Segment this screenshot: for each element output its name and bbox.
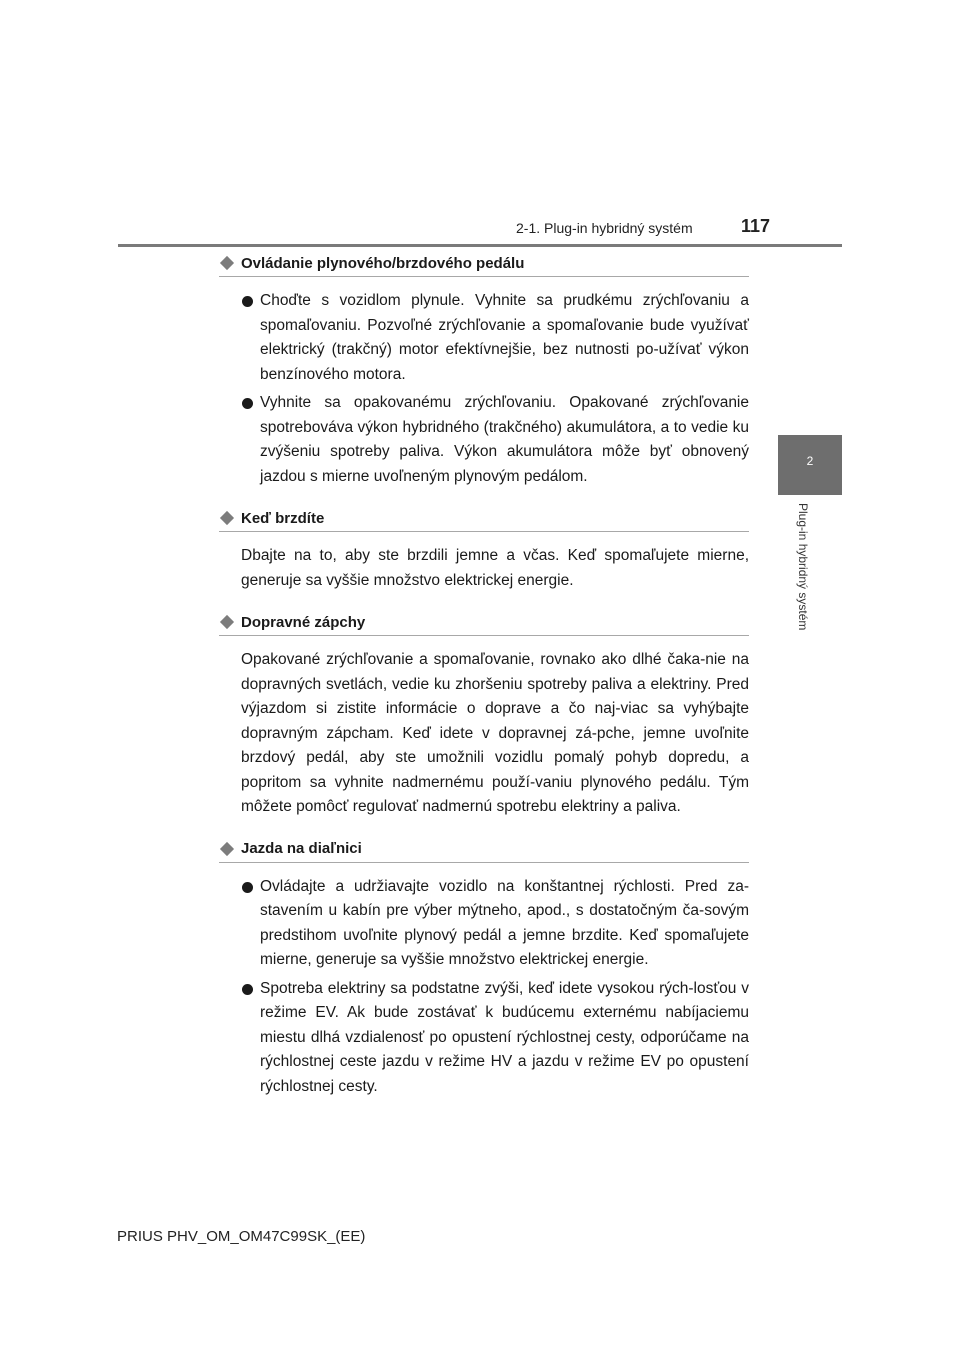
- section-traffic-jams: [219, 613, 749, 820]
- bullet-list: [219, 875, 749, 1100]
- bullet-icon: [242, 984, 253, 995]
- chapter-header: 2-1. Plug-in hybridný systém: [516, 220, 693, 236]
- main-content: [219, 254, 749, 1119]
- section-highway-driving: [219, 840, 749, 1100]
- section-title: Keď brzdíte: [241, 509, 325, 527]
- section-paragraph: Opakované zrýchľovanie a spomaľovanie, rovnako ako dlhé čaka-nie na dopravných svetlách, vedie ku zhoršeniu spotreby paliva a elektriny. Pred výjazdom si zistite informácie o doprave a čo naj-viac sa vyhýbajte dopravným zápcham. Keď idete v dopravnej zá-pche, jemne uvoľnite brzdový pedál, aby ste umožnili vozidlu pomalý pohyb dopredu, a popritom sa vyhnite nadmernému použí-vaniu plynového pedálu. Tým môžete pomôcť regulovať nadmernú spotrebu elektriny a paliva.: [241, 651, 749, 815]
- section-pedal-control: [219, 254, 749, 489]
- section-heading: [219, 254, 749, 277]
- bullet-text: Vyhnite sa opakovanému zrýchľovaniu. Opakované zrýchľovanie spotrebováva výkon hybridného (trakčného) akumulátora, a to vedie ku zvýšeniu spotreby paliva. Výkon akumulátora môže byť obnovený jazdou s mierne uvoľneným plynovým pedálom.: [260, 394, 749, 485]
- bullet-item: [219, 289, 749, 387]
- header-rule: [118, 244, 842, 247]
- bullet-item: [219, 977, 749, 1100]
- section-heading: [219, 840, 749, 863]
- diamond-icon: [220, 511, 234, 525]
- section-heading: [219, 613, 749, 636]
- chapter-tab-label: Plug-in hybridný systém: [796, 503, 810, 631]
- bullet-text: Ovládajte a udržiavajte vozidlo na konštantnej rýchlosti. Pred za-stavením u kabín pre výber mýtneho, apod., s dostatočným ča-sovým predstihom uvoľnite plynový pedál a jemne brzdite. Keď spomaľujete mierne, generuje sa vyššie množstvo elektrickej energie.: [260, 877, 749, 968]
- bullet-list: [219, 289, 749, 489]
- chapter-tab: [778, 435, 842, 495]
- section-braking: [219, 509, 749, 593]
- bullet-item: [219, 391, 749, 489]
- section-title: Dopravné zápchy: [241, 613, 366, 631]
- section-title: Ovládanie plynového/brzdového pedálu: [241, 254, 525, 272]
- diamond-icon: [220, 841, 234, 855]
- diamond-icon: [220, 615, 234, 629]
- section-heading: [219, 509, 749, 532]
- document-code: PRIUS PHV_OM_OM47C99SK_(EE): [117, 1228, 366, 1245]
- page-number: 117: [741, 216, 771, 236]
- bullet-icon: [242, 296, 253, 307]
- bullet-icon: [242, 882, 253, 893]
- section-title: Jazda na diaľnici: [241, 840, 362, 857]
- diamond-icon: [220, 256, 234, 270]
- bullet-text: Choďte s vozidlom plynule. Vyhnite sa prudkému zrýchľovaniu a spomaľovaniu. Pozvoľné zrýchľovanie a spomaľovanie bude využívať elektrický (trakčný) motor efektívnejšie, bez nutnosti po-užívať výkon benzínového motora.: [260, 292, 749, 383]
- bullet-icon: [242, 398, 253, 409]
- chapter-tab-number: 2: [806, 454, 814, 468]
- bullet-text: Spotreba elektriny sa podstatne zvýši, keď idete vysokou rých-losťou v režime EV. Ak bude zostávať k budúcemu externému nabíjaciemu miestu dlhá vzdialenosť po opustení rýchlostnej cesty, odporúčame na rýchlostnej ceste jazdu v režime HV a jazdu v režime EV po opustení rýchlostnej cesty.: [260, 979, 749, 1095]
- section-paragraph: Dbajte na to, aby ste brzdili jemne a včas. Keď spomaľujete mierne, generuje sa vyššie množstvo elektrickej energie.: [241, 547, 749, 589]
- bullet-item: [219, 875, 749, 973]
